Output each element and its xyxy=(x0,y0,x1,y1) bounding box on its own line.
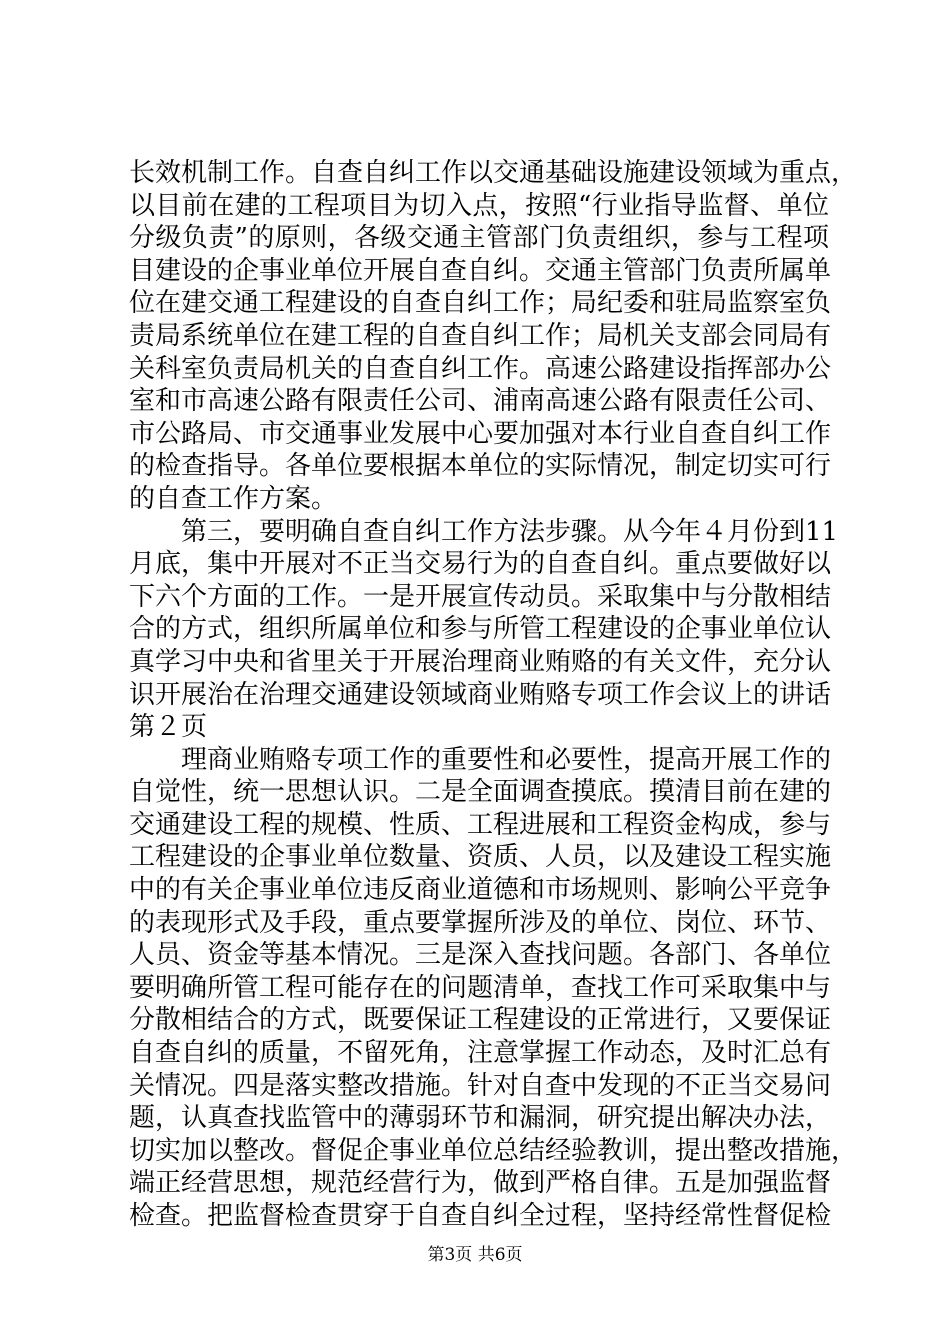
text-line: 检查。把监督检查贯穿于自查自纠全过程，坚持经常性督促检 xyxy=(129,1201,832,1231)
text-line: 的自查工作方案。 xyxy=(129,483,338,514)
text-line: 切实加以整改。督促企事业单位总结经验教训，提出整改措施， xyxy=(129,1135,858,1166)
text-line: 关科室负责局机关的自查自纠工作。高速公路建设指挥部办公 xyxy=(129,353,832,384)
text-line: 长效机制工作。自查自纠工作以交通基础设施建设领域为重点， xyxy=(129,158,858,188)
text-line: 工程建设的企事业单位数量、资质、人员，以及建设工程实施 xyxy=(129,842,832,873)
text-line: 下六个方面的工作。一是开展宣传动员。采取集中与分散相结 xyxy=(129,581,832,612)
text-line: 市公路局、市交通事业发展中心要加强对本行业自查自纠工作 xyxy=(129,418,832,449)
text-line: 关情况。四是落实整改措施。针对自查中发现的不正当交易问 xyxy=(129,1070,832,1101)
text-line: 室和市高速公路有限责任公司、浦南高速公路有限责任公司、 xyxy=(129,386,832,417)
text-line: 识开展治在治理交通建设领域商业贿赂专项工作会议上的讲话 xyxy=(129,679,832,710)
text-line: 分级负责”的原则，各级交通主管部门负责组织，参与工程项 xyxy=(129,223,829,254)
text-line: 责局系统单位在建工程的自查自纠工作；局机关支部会同局有 xyxy=(129,320,832,351)
text-line: 的检查指导。各单位要根据本单位的实际情况，制定切实可行 xyxy=(129,451,832,482)
text-line: 的表现形式及手段，重点要掌握所涉及的单位、岗位、环节、 xyxy=(129,907,832,938)
text-line: 目建设的企事业单位开展自查自纠。交通主管部门负责所属单 xyxy=(129,255,832,286)
document-body xyxy=(129,157,858,1233)
text-line: 题，认真查找监管中的薄弱环节和漏洞，研究提出解决办法， xyxy=(129,1103,832,1134)
page-marker: 第２页 xyxy=(129,712,208,743)
text-line: 月底，集中开展对不正当交易行为的自查自纠。重点要做好以 xyxy=(129,549,832,580)
text-line: 自觉性，统一思想认识。二是全面调查摸底。摸清目前在建的 xyxy=(129,777,832,808)
text-line: 理商业贿赂专项工作的重要性和必要性，提高开展工作的 xyxy=(129,744,832,775)
text-line: 第三，要明确自查自纠工作方法步骤。从今年４月份到11 xyxy=(129,516,839,547)
text-line: 中的有关企事业单位违反商业道德和市场规则、影响公平竞争 xyxy=(129,875,832,906)
text-line: 端正经营思想，规范经营行为，做到严格自律。五是加强监督 xyxy=(129,1168,832,1199)
text-line: 自查自纠的质量，不留死角，注意掌握工作动态，及时汇总有 xyxy=(129,1038,832,1069)
page-footer: 第3页 共6页 xyxy=(427,1245,523,1265)
text-line: 分散相结合的方式，既要保证工程建设的正常进行，又要保证 xyxy=(129,1005,832,1036)
text-line: 以目前在建的工程项目为切入点，按照“行业指导监督、单位 xyxy=(129,190,829,221)
text-line: 要明确所管工程可能存在的问题清单，查找工作可采取集中与 xyxy=(129,972,832,1003)
text-line: 人员、资金等基本情况。三是深入查找问题。各部门、各单位 xyxy=(129,940,832,971)
text-line: 合的方式，组织所属单位和参与所管工程建设的企事业单位认 xyxy=(129,614,832,645)
text-line: 真学习中央和省里关于开展治理商业贿赂的有关文件，充分认 xyxy=(129,646,832,677)
text-line: 交通建设工程的规模、性质、工程进展和工程资金构成，参与 xyxy=(129,809,832,840)
text-line: 位在建交通工程建设的自查自纠工作；局纪委和驻局监察室负 xyxy=(129,288,832,319)
